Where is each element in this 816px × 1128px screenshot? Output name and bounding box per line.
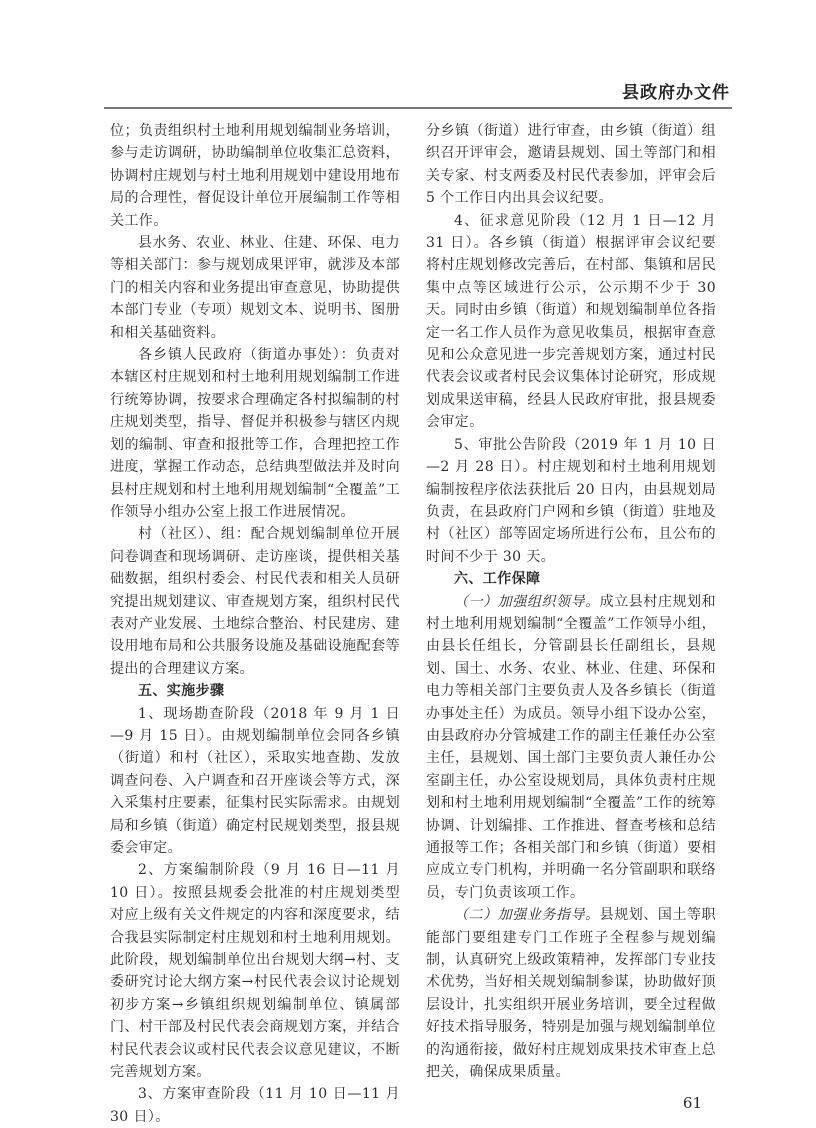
section-heading: 五、实施步骤 bbox=[138, 683, 225, 700]
paragraph: 县水务、农业、林业、住建、环保、电力等相关部门：参与规划成果评审，就涉及本部门的相关内容和业务提出审查意见，协助提供本部门专业（专项）规划文本、说明书、图册和相关基础资料。 bbox=[110, 235, 400, 341]
paragraph: 3、方案审查阶段（11 月 10 日—11 月 30 日）。 bbox=[110, 1086, 400, 1125]
paragraph bbox=[426, 591, 716, 905]
paragraph: 2、方案编制阶段（9 月 16 日—11 月 10 日）。按照县规委会批准的村庄规划类型对应上级有关文件规定的内容和深度要求，结合我县实际制定村庄规划和村土地利用规划。此阶段，规划编制单位出台规划大纲→村、支委研究讨论大纲方案→村民代表会议讨论规划初步方案→乡镇组织规划编制单位、镇属部门、村干部及村民代表会商规划方案，并结合村民代表会议或村民代表会议意见建议，不断完善规划方案。 bbox=[110, 862, 400, 1081]
running-header: 县政府办文件 bbox=[622, 83, 730, 103]
right-column bbox=[426, 120, 716, 1113]
paragraph: 1、现场勘查阶段（2018 年 9 月 1 日—9 月 15 日）。由规划编制单位会同各乡镇（街道）和村（社区），采取实地查勘、发放调查问卷、入户调查和召开座谈会等方式，深入采集村庄要素，征集村民实际需求。由规划局和乡镇（街道）确定村民规划类型，报县规委会审定。 bbox=[110, 705, 400, 856]
page-number: 61 bbox=[682, 1094, 702, 1113]
paragraph: 4、征求意见阶段（12 月 1 日—12 月 31 日）。各乡镇（街道）根据评审会议纪要将村庄规划修改完善后，在村部、集镇和居民集中点等区域进行公示，公示期不少于 30 天。同时由乡镇（街道）和规划编制单位各指定一名工作人员作为意见收集员，根据审查意见和公众意见进一步完善规划方案，通过村民代表会议或者村民会议集体讨论研究，形成规划成果送审稿，经县人民政府审批，报县规委会审定。 bbox=[426, 212, 716, 431]
paragraph: 5、审批公告阶段（2019 年 1 月 10 日—2 月 28 日）。村庄规划和村土地利用规划编制按程序依法获批后 20 日内，由县规划局负责，在县政府门户网和乡镇（街道）驻地及村（社区）部等固定场所进行公布，且公布的时间不少于 30 天。 bbox=[426, 436, 716, 565]
paragraph-body: 成立县村庄规划和村土地利用规划编制“全覆盖”工作领导小组，由县长任组长，分管副县长任副组长，县规划、国土、水务、农业、林业、住建、环保和电力等相关部门主要负责人及各乡镇长（街道办事处主任）为成员。领导小组下设办公室，由县政府办分管城建工作的副主任兼任办公室主任，县规划、国土部门主要负责人兼任办公室副主任，办公室设规划局，具体负责村庄规划和村土地利用规划编制“全覆盖”工作的统筹协调、计划编排、工作推进、督查考核和总结通报等工作；各相关部门和乡镇（街道）要相应成立专门机构，并明确一名分管副职和联络员，专门负责该项工作。 bbox=[426, 593, 717, 901]
section-heading: 六、工作保障 bbox=[454, 571, 541, 588]
paragraph: 各乡镇人民政府（街道办事处）：负责对本辖区村庄规划和村土地利用规划编制工作进行统筹协调，按要求合理确定各村拟编制的村庄规划类型，指导、督促并积极参与辖区内规划的编制、审查和报批等工作，合理把控工作进度，掌握工作动态，总结典型做法并及时向县村庄规划和村土地利用规划编制“全覆盖”工作领导小组办公室上报工作进展情况。 bbox=[110, 347, 400, 520]
left-column bbox=[110, 120, 400, 1128]
header-rule bbox=[104, 107, 732, 109]
paragraph: 位；负责组织村土地利用规划编制业务培训，参与走访调研，协助编制单位收集汇总资料，协调村庄规划与村土地利用规划中建设用地布局的合理性，督促设计单位开展编制工作等相关工作。 bbox=[110, 123, 400, 229]
paragraph: 分乡镇（街道）进行审查，由乡镇（街道）组织召开评审会，邀请县规划、国土等部门和相关专家、村支两委及村民代表参加，评审会后 5 个工作日内出具会议纪要。 bbox=[426, 123, 716, 207]
subheading-lead: （二）加强业务指导。 bbox=[454, 907, 600, 924]
paragraph: 村（社区）、组：配合规划编制单位开展问卷调查和现场调研、走访座谈，提供相关基础数据，组织村委会、村民代表和相关人员研究提出规划建议、审查规划方案，组织村民代表对产业发展、土地综合整治、村民建房、建设用地布局和公共服务设施及基础设施配套等提出的合理建议方案。 bbox=[110, 526, 400, 677]
paragraph-body: 县规划、国土等职能部门要组建专门工作班子全程参与规划编制，认真研究上级政策精神，发挥部门专业技术优势，当好相关规划编制参谋，协助做好顶层设计，扎实组织开展业务培训，要全过程做好技术指导服务，特别是加强与规划编制单位的沟通衔接，做好村庄规划成果技术审查上总把关，确保成果质量。 bbox=[426, 907, 717, 1081]
paragraph bbox=[426, 904, 716, 1083]
subheading-lead: （一）加强组织领导。 bbox=[454, 593, 600, 610]
